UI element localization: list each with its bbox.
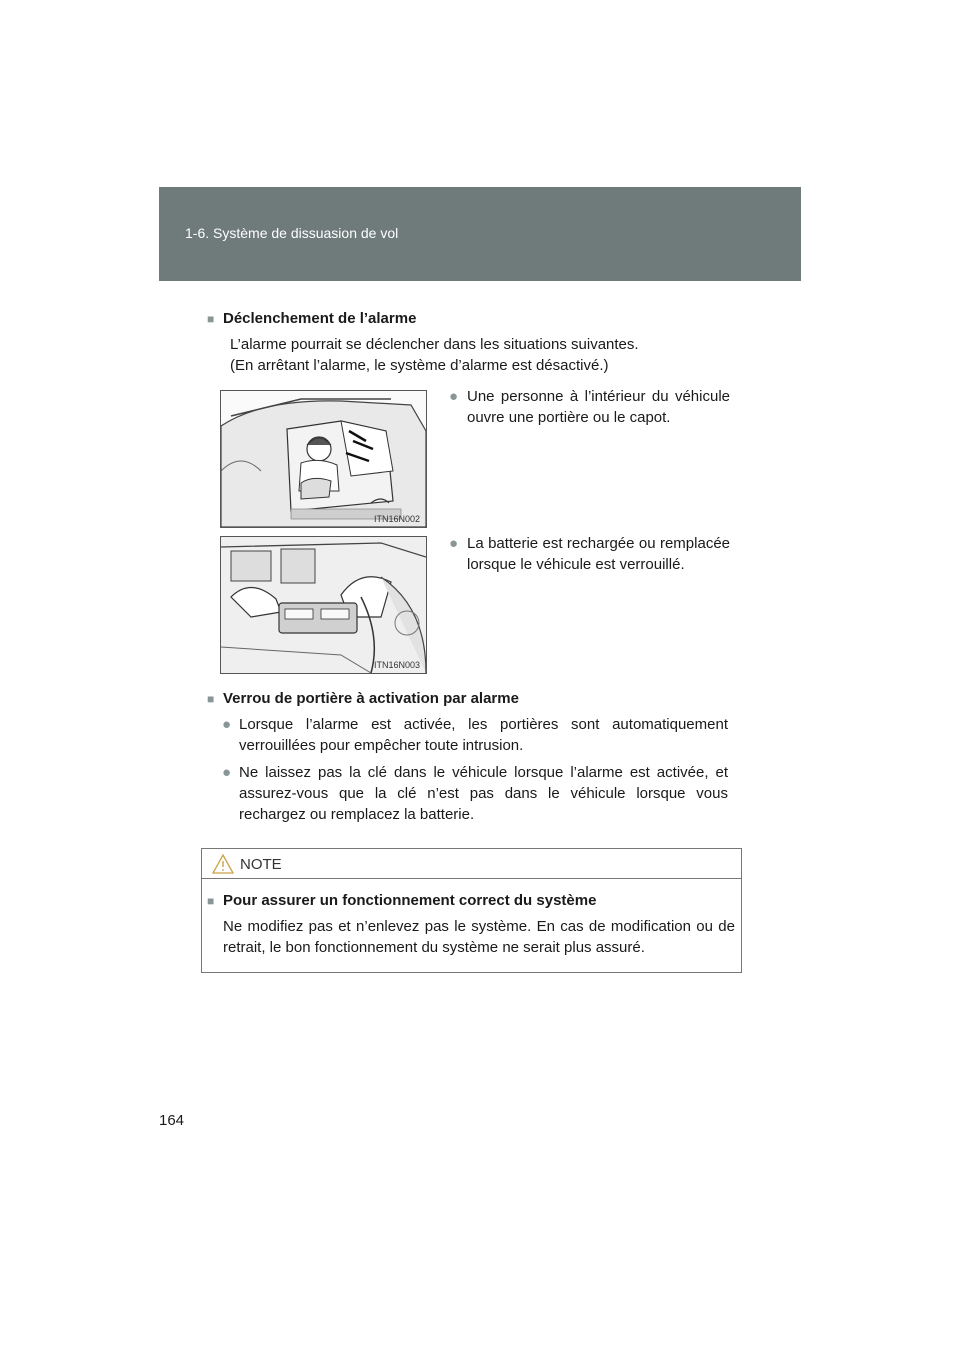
chapter-header bbox=[159, 187, 801, 281]
note-label: NOTE bbox=[240, 856, 282, 873]
list-item bbox=[450, 533, 730, 575]
list-item bbox=[222, 762, 728, 825]
section-heading-alarm-door-lock bbox=[207, 690, 519, 707]
list-item-text: Ne laissez pas la clé dans le véhicule lorsque l’alarme est activée, et assurez-vous que la clé n’est pas dans le véhicule lorsque vous rechargez ou remplacez la batterie. bbox=[239, 764, 728, 823]
engine-bay-illustration bbox=[221, 537, 426, 673]
chapter-title: 1-6. Système de dissuasion de vol bbox=[185, 225, 399, 241]
list-item-text: Une personne à l’intérieur du véhicule ouvre une portière ou le capot. bbox=[467, 388, 730, 426]
round-bullet-icon: ● bbox=[222, 716, 232, 733]
warning-triangle-icon bbox=[212, 854, 234, 874]
square-bullet-icon: ■ bbox=[207, 312, 215, 326]
note-heading-text: Pour assurer un fonctionnement correct du système bbox=[223, 892, 597, 909]
figure-id-label: ITN16N003 bbox=[373, 660, 420, 670]
note-text: Ne modifiez pas et n’enlevez pas le système. En cas de modification ou de retrait, le bon fonctionnement du système ne serait plus assuré. bbox=[223, 918, 735, 956]
list-item bbox=[450, 386, 730, 428]
list-item bbox=[222, 714, 728, 756]
figure-person-opening-door bbox=[220, 390, 427, 528]
round-bullet-icon: ● bbox=[222, 764, 232, 781]
square-bullet-icon: ■ bbox=[207, 894, 215, 908]
figure-id-label: ITN16N002 bbox=[373, 514, 420, 524]
round-bullet-icon: ● bbox=[449, 535, 459, 552]
note-box bbox=[201, 848, 742, 973]
list-item-text: La batterie est rechargée ou remplacée lorsque le véhicule est verrouillé. bbox=[467, 535, 730, 573]
figure-battery-charging bbox=[220, 536, 427, 674]
round-bullet-icon: ● bbox=[449, 388, 459, 405]
section-heading-text: Verrou de portière à activation par alarme bbox=[223, 690, 519, 707]
section-heading-alarm-trigger bbox=[207, 310, 416, 327]
square-bullet-icon: ■ bbox=[207, 692, 215, 706]
note-header bbox=[202, 849, 741, 879]
car-door-illustration bbox=[221, 391, 426, 527]
intro-line-1: L’alarme pourrait se déclencher dans les situations suivantes. bbox=[230, 336, 639, 353]
page-number: 164 bbox=[159, 1112, 185, 1129]
intro-line-2: (En arrêtant l’alarme, le système d’alarme est désactivé.) bbox=[230, 357, 609, 374]
list-item-text: Lorsque l’alarme est activée, les portières sont automatiquement verrouillées pour empêcher toute intrusion. bbox=[239, 716, 728, 754]
section-heading-text: Déclenchement de l’alarme bbox=[223, 310, 417, 327]
note-heading bbox=[207, 892, 596, 909]
